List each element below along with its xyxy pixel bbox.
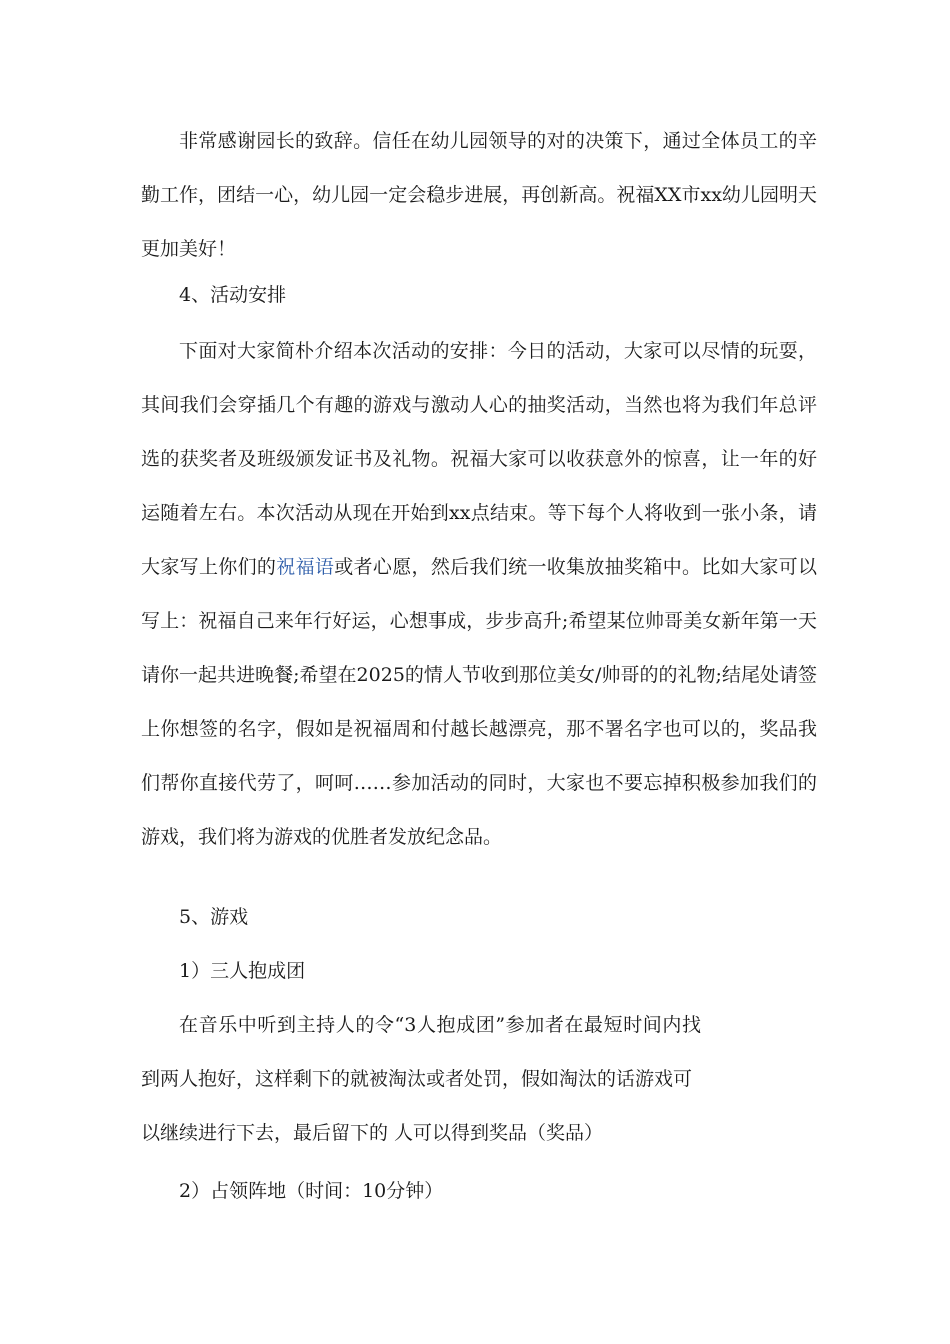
blessing-words-link[interactable]: 祝福语 xyxy=(276,556,335,578)
game1-description-cont-text: 以继续进行下去，最后留下的 人可以得到奖品（奖品） xyxy=(141,1122,604,1144)
game1-description-continued xyxy=(141,1106,817,1160)
game1-description-text: 在音乐中听到主持人的令“3人抱成团”参加者在最短时间内找到两人抱好，这样剩下的就被淘汰或者处罚，假如淘汰的话游戏可 xyxy=(141,1014,701,1090)
game1-title xyxy=(141,944,817,998)
activity-paragraph xyxy=(141,324,817,864)
game2-title-text: 2）占领阵地（时间：10分钟） xyxy=(179,1180,444,1202)
thanks-text: 非常感谢园长的致辞。信任在幼儿园领导的对的决策下，通过全体员工的辛勤工作，团结一心，幼儿园一定会稳步进展，再创新高。祝福XX市xx幼儿园明天更加美好！ xyxy=(141,130,817,260)
game1-description xyxy=(141,998,701,1106)
activity-text-part2: 或者心愿，然后我们统一收集放抽奖箱中。比如大家可以写上：祝福自己来年行好运，心想事成，步步高升;希望某位帅哥美女新年第一天请你一起共进晚餐;希望在2025的情人节收到那位美女/帅哥的的礼物;结尾处请签上你想签的名字，假如是祝福周和付越长越漂亮，那不署名字也可以的，奖品我们帮你直接代劳了，呵呵……参加活动的同时，大家也不要忘掉积极参加我们的游戏，我们将为游戏的优胜者发放纪念品。 xyxy=(141,556,817,848)
activity-heading xyxy=(141,268,817,322)
games-heading xyxy=(141,890,817,944)
activity-text-part1: 下面对大家简朴介绍本次活动的安排：今日的活动，大家可以尽情的玩耍，其间我们会穿插几个有趣的游戏与激动人心的抽奖活动，当然也将为我们年总评选的获奖者及班级颁发证书及礼物。祝福大家可以收获意外的惊喜，让一年的好运随着左右。本次活动从现在开始到xx点结束。等下每个人将收到一张小条，请大家写上你们的 xyxy=(141,340,817,578)
game1-title-text: 1）三人抱成团 xyxy=(179,960,306,982)
thanks-paragraph xyxy=(141,114,817,276)
games-heading-text: 5、游戏 xyxy=(179,906,249,928)
activity-heading-text: 4、活动安排 xyxy=(179,284,287,306)
game2-title xyxy=(141,1164,817,1218)
